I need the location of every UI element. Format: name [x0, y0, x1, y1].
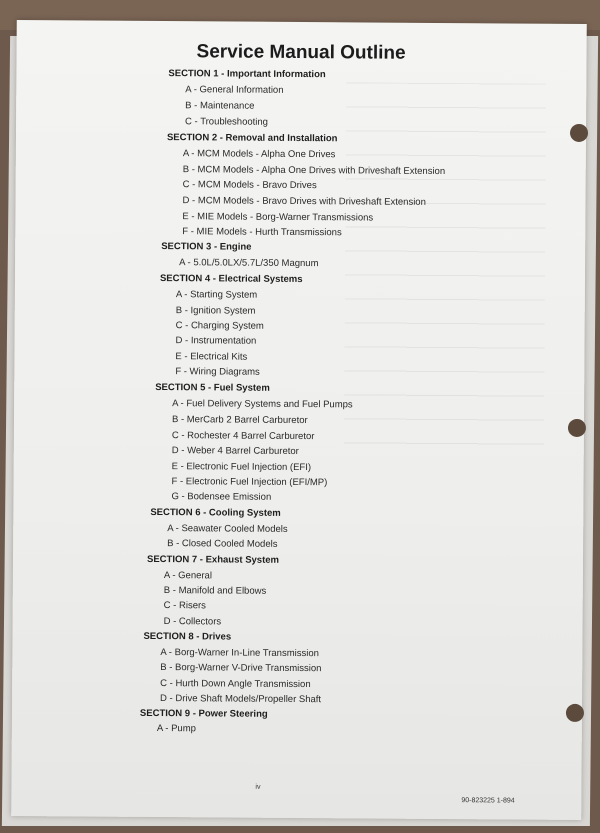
outline-item: F - MIE Models - Hurth Transmissions: [182, 226, 342, 239]
outline-item: B - Maintenance: [185, 100, 255, 112]
outline-item: B - Manifold and Elbows: [163, 585, 267, 597]
section-heading: SECTION 3 - Engine: [161, 241, 252, 253]
outline-item: E - Electronic Fuel Injection (EFI): [171, 461, 312, 474]
outline-item: D - MCM Models - Bravo Drives with Driveshaft Extension: [182, 195, 426, 208]
outline-item: A - General: [163, 570, 213, 582]
outline-item: A - Seawater Cooled Models: [167, 523, 288, 535]
outline-item: C - Charging System: [175, 320, 264, 332]
outline-item: C - Risers: [163, 600, 206, 612]
outline-item: B - Borg-Warner V-Drive Transmission: [160, 662, 322, 675]
document-code: 90-823225 1-894: [461, 797, 515, 805]
page-number: iv: [255, 783, 261, 791]
section-heading: SECTION 1 - Important Information: [168, 68, 326, 81]
outline-item: A - Fuel Delivery Systems and Fuel Pumps: [172, 398, 353, 411]
outline-list: [11, 20, 587, 820]
outline-item: B - Ignition System: [175, 305, 256, 317]
outline-item: A - 5.0L/5.0LX/5.7L/350 Magnum: [179, 257, 319, 270]
outline-item: A - General Information: [185, 84, 284, 96]
outline-item: G - Bodensee Emission: [171, 491, 272, 503]
outline-item: D - Instrumentation: [175, 335, 257, 347]
outline-item: F - Wiring Diagrams: [175, 366, 260, 378]
section-heading: SECTION 5 - Fuel System: [155, 381, 270, 394]
manual-page: [11, 20, 587, 820]
page-title: Service Manual Outline: [196, 41, 406, 64]
outline-item: E - Electrical Kits: [175, 351, 248, 363]
section-heading: SECTION 9 - Power Steering: [139, 707, 268, 720]
outline-item: C - Hurth Down Angle Transmission: [160, 678, 311, 691]
outline-item: B - Closed Cooled Models: [167, 538, 278, 550]
outline-item: B - MerCarb 2 Barrel Carburetor: [171, 414, 308, 427]
outline-item: F - Electronic Fuel Injection (EFI/MP): [171, 476, 328, 489]
section-heading: SECTION 8 - Drives: [143, 630, 232, 643]
outline-item: A - Starting System: [175, 289, 258, 301]
section-heading: SECTION 4 - Electrical Systems: [159, 273, 303, 286]
outline-item: D - Drive Shaft Models/Propeller Shaft: [160, 693, 322, 706]
section-heading: SECTION 2 - Removal and Installation: [166, 132, 338, 145]
outline-item: A - Pump: [156, 723, 196, 735]
outline-item: E - MIE Models - Borg-Warner Transmissions: [182, 211, 374, 224]
outline-item: A - MCM Models - Alpha One Drives: [182, 148, 336, 161]
outline-item: C - Troubleshooting: [185, 116, 269, 128]
outline-item: D - Collectors: [163, 616, 222, 628]
outline-item: A - Borg-Warner In-Line Transmission: [160, 647, 319, 660]
outline-item: C - MCM Models - Bravo Drives: [182, 179, 317, 192]
section-heading: SECTION 6 - Cooling System: [150, 506, 281, 519]
outline-item: D - Weber 4 Barrel Carburetor: [171, 445, 299, 457]
outline-item: B - MCM Models - Alpha One Drives with Driveshaft Extension: [182, 164, 446, 178]
section-heading: SECTION 7 - Exhaust System: [146, 553, 280, 566]
outline-item: C - Rochester 4 Barrel Carburetor: [171, 430, 315, 443]
